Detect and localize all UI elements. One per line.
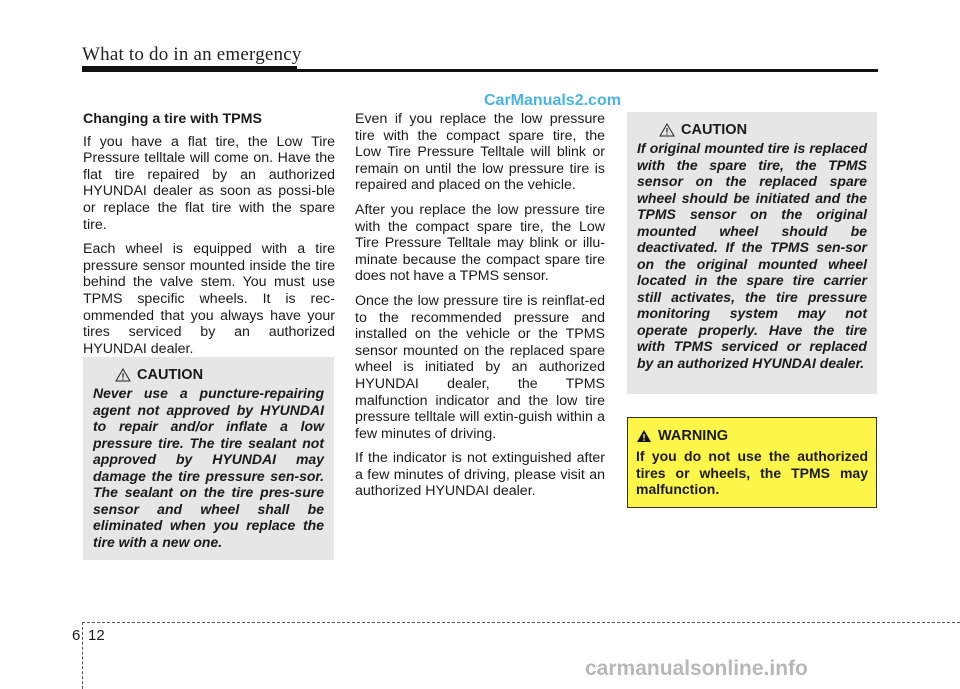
caution-text: Never use a puncture-repairing agent not approved by HYUNDAI to repair and/or inflate a low pressure tire. The tire sealant not approved by HYUNDAI may damage the tire pressure sen-sor. The sealant on the tire pres-sure sensor and wheel shall be eliminated when you replace the tire with a new one. [93, 385, 324, 550]
caution-heading [115, 367, 324, 383]
caution-title: CAUTION [137, 367, 204, 383]
caution-heading [659, 122, 867, 138]
paragraph: If the indicator is not extinguished after a few minutes of driving, please visit an authorized HYUNDAI dealer. [355, 450, 605, 500]
caution-box [83, 357, 334, 560]
caution-text: If original mounted tire is replaced with the spare tire, the TPMS sensor on the replaced spare wheel should be initiated and the TPMS sensor on the original mounted wheel should be deactivated. If the TPMS sen-sor on the original mounted wheel located in the spare tire carrier still activates, the tire pressure monitoring system may not operate properly. Have the tire with TPMS serviced or replaced by an authorized HYUNDAI dealer. [637, 140, 867, 371]
warning-triangle-icon [636, 429, 652, 443]
warning-title: WARNING [658, 428, 729, 444]
footer-rule [82, 622, 960, 623]
column-2 [355, 111, 605, 508]
warning-text: If you do not use the authorized tires or wheels, the TPMS may malfunction. [636, 448, 868, 497]
caution-box [627, 112, 877, 394]
warning-box [627, 417, 877, 508]
watermark-bottom: carmanualsonline.info [585, 657, 808, 680]
warning-heading [636, 428, 868, 444]
caution-triangle-icon [115, 368, 131, 382]
header-rule [82, 69, 878, 72]
paragraph: Each wheel is equipped with a tire pressure sensor mounted inside the tire behind the valve stem. You must use TPMS specific wheels. It is rec-ommended that you always have your tires serviced by an authorized HYUNDAI dealer. [83, 241, 335, 357]
watermark-top: CarManuals2.com [484, 92, 621, 109]
subheading: Changing a tire with TPMS [83, 111, 262, 127]
section-title: What to do in an emergency [82, 44, 302, 65]
paragraph: Once the low pressure tire is reinflat-ed to the recommended pressure and installed on the vehicle or the TPMS sensor mounted on the replaced spare wheel is initiated by an authorized HYUNDAI dealer, the TPMS malfunction indicator and the low tire pressure telltale will extin-guish within a few minutes of driving. [355, 292, 605, 442]
footer-divider [82, 622, 83, 689]
paragraph: If you have a flat tire, the Low Tire Pressure telltale will come on. Have the flat tire repaired by an authorized HYUNDAI dealer as soon as possi-ble or replace the flat tire with the spare tire. [83, 133, 335, 233]
chapter-number: 6 [72, 627, 81, 644]
column-1 [83, 111, 335, 365]
caution-triangle-icon [659, 123, 675, 137]
caution-title: CAUTION [681, 122, 748, 138]
paragraph: Even if you replace the low pressure tire with the compact spare tire, the Low Tire Pressure Telltale will blink or remain on until the low pressure tire is repaired and placed on the vehicle. [355, 111, 605, 194]
paragraph: After you replace the low pressure tire with the compact spare tire, the Low Tire Pressure Telltale may blink or illu-minate because the compact spare tire does not have a TPMS sensor. [355, 201, 605, 285]
page-number: 12 [88, 627, 105, 644]
